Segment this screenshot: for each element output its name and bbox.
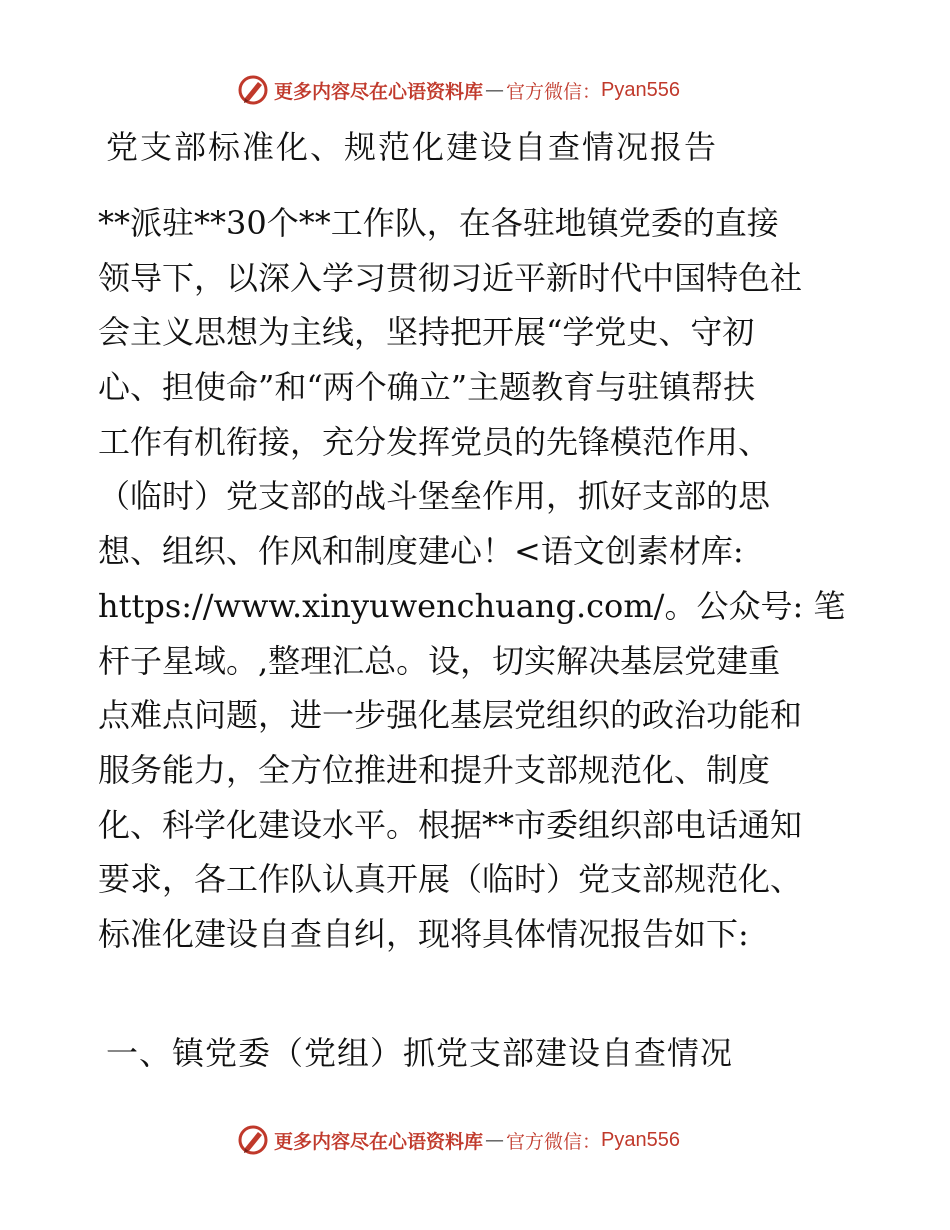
document-title: 党支部标准化、规范化建设自查情况报告 [106, 128, 719, 166]
banner-wechat-id: Pyan556 [601, 1128, 680, 1151]
paragraph-line: 标准化建设自查自纠，现将具体情况报告如下: [98, 914, 749, 953]
paragraph-line: 会主义思想为主线，坚持把开展“学党史、守初 [98, 313, 755, 352]
paragraph-line: （临时）党支部的战斗堡垒作用，抓好支部的思 [98, 477, 771, 516]
paragraph-line: 化、科学化建设水平。根据**市委组织部电话通知 [98, 805, 803, 844]
banner-wechat-label: 官方微信： [506, 80, 602, 103]
paragraph-line: 点难点问题，进一步强化基层党组织的政治功能和 [98, 696, 803, 735]
banner-wechat-id: Pyan556 [601, 78, 680, 101]
footer-banner [236, 1120, 680, 1160]
pen-logo-icon [236, 73, 270, 107]
paragraph-line: **派驻**30个**工作队，在各驻地镇党委的直接 [98, 204, 779, 242]
banner-separator: — [485, 1129, 505, 1151]
paragraph-line: 杆子星域。,整理汇总。设，切实解决基层党建重 [98, 641, 781, 680]
banner-text: 更多内容尽在心语资料库 [274, 80, 484, 103]
section-heading-1: 一、镇党委（党组）抓党支部建设自查情况 [106, 1034, 734, 1072]
pen-logo-icon [236, 1123, 270, 1157]
header-banner [236, 70, 680, 110]
paragraph-line: 心、担使命”和“两个确立”主题教育与驻镇帮扶 [98, 368, 756, 407]
banner-text: 更多内容尽在心语资料库 [274, 1130, 484, 1153]
paragraph-line: 工作有机衔接，充分发挥党员的先锋模范作用、 [98, 422, 771, 461]
paragraph-line: 要求，各工作队认真开展（临时）党支部规范化、 [98, 860, 803, 899]
paragraph-line: 领导下，以深入学习贯彻习近平新时代中国特色社 [98, 258, 803, 297]
banner-separator: — [485, 79, 505, 101]
banner-wechat-label: 官方微信： [506, 1130, 602, 1153]
paragraph-line: https://www.xinyuwenchuang.com/。公众号: 笔 [98, 586, 846, 625]
paragraph-line: 想、组织、作风和制度建心！<语文创素材库: [98, 532, 744, 571]
paragraph-line: 服务能力，全方位推进和提升支部规范化、制度 [98, 750, 771, 789]
body-paragraph [98, 196, 858, 962]
